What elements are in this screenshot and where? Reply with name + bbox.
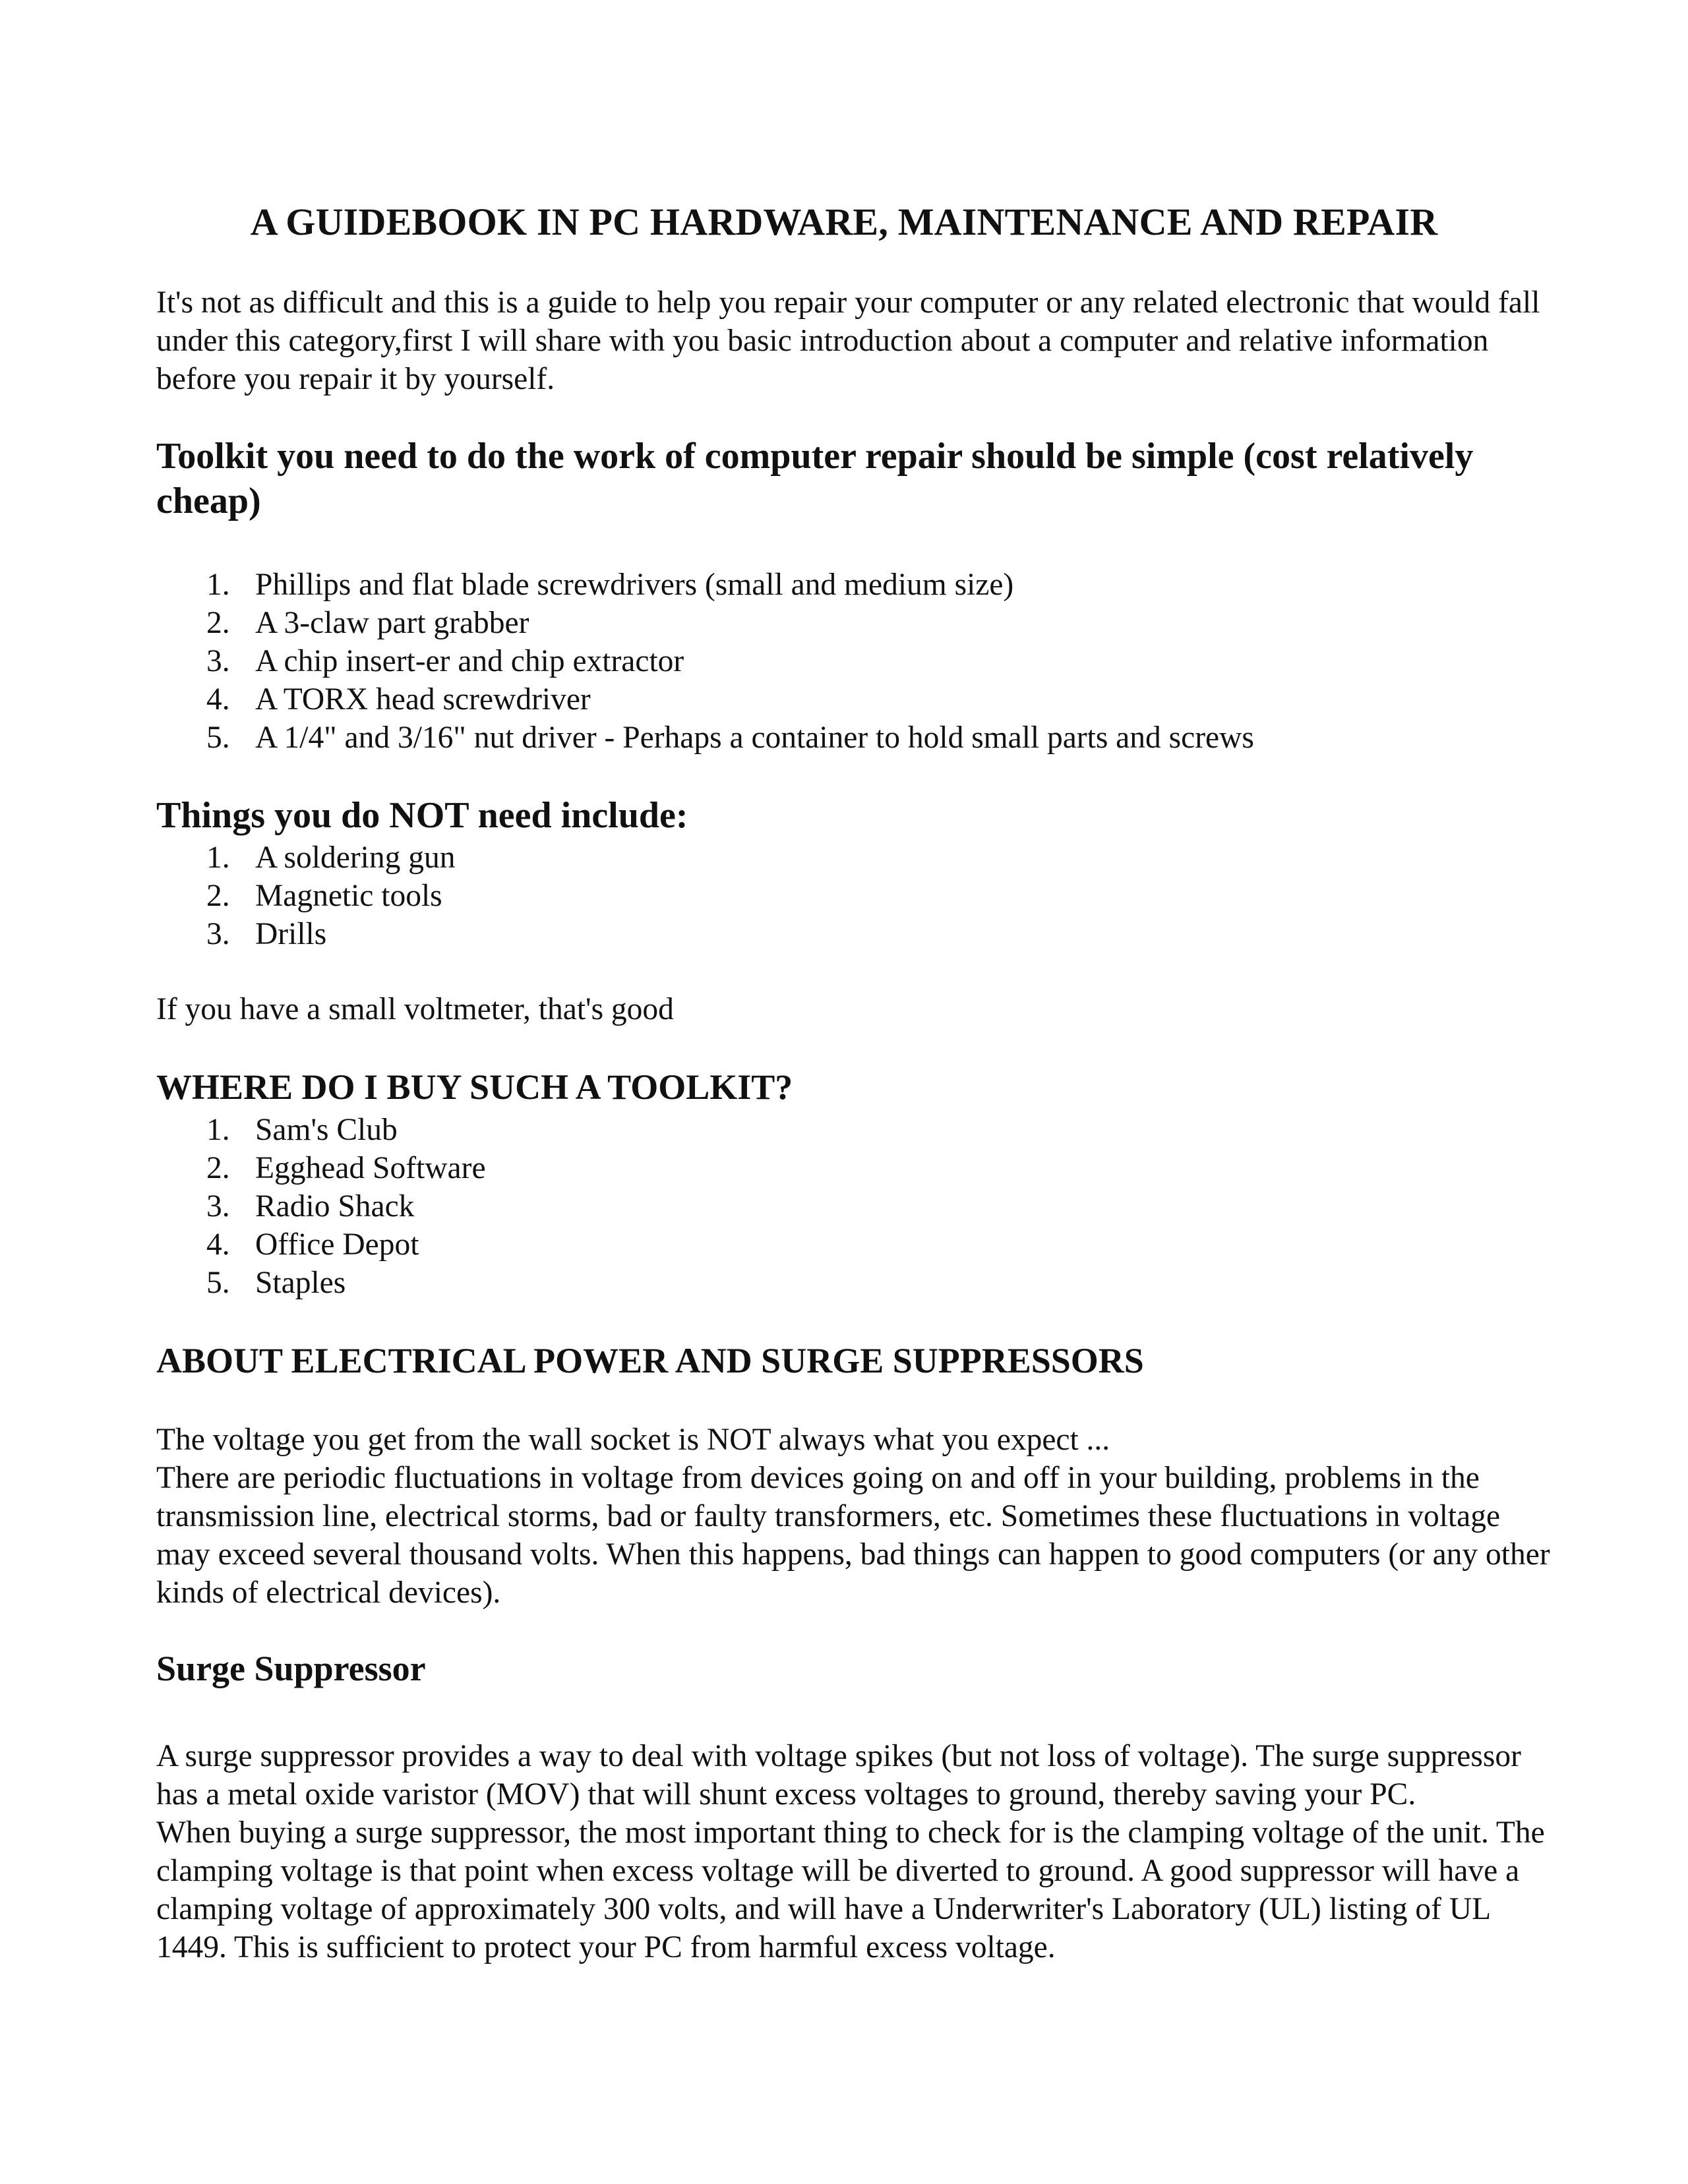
list-item: 5. Staples (206, 1266, 346, 1300)
document-title: A GUIDEBOOK IN PC HARDWARE, MAINTENANCE AND REPAIR (250, 200, 1438, 243)
intro-paragraph (156, 283, 1548, 398)
power-paragraph-1: The voltage you get from the wall socket is NOT always what you expect ... (156, 1423, 1110, 1457)
power-paragraph-2: There are periodic fluctuations in voltage from devices going on and off in your building, problems in the transmission line, electrical storms, bad or faulty transformers, etc. Sometimes these fluctuations in voltage may exceed several thousand volts. When this happens, bad things can happen to good computers (or any other kinds of electrical devices). (156, 1461, 1550, 1610)
list-item: 2. Magnetic tools (206, 879, 442, 913)
surge-paragraph-2: When buying a surge suppressor, the most important thing to check for is the clamping voltage of the unit. The clamping voltage is that point when excess voltage will be diverted to ground. A good suppressor will have a clamping voltage of approximately 300 volts, and will have a Underwriter's Laboratory (UL) listing of UL 1449. This is sufficient to protect your PC from harmful excess voltage. (156, 1815, 1545, 1964)
list-item: 2. Egghead Software (206, 1151, 486, 1185)
not-need-list (156, 839, 455, 953)
intro-text: It's not as difficult and this is a guide to help you repair your computer or any related electronic that would fall under this category,first I will share with you basic introduction about a computer and relative information before you repair it by yourself. (156, 285, 1540, 396)
list-item: 1. Sam's Club (206, 1113, 398, 1147)
list-item: 3. Radio Shack (206, 1189, 415, 1224)
toolkit-heading: Toolkit you need to do the work of computer repair should be simple (cost relatively cheap) (156, 436, 1474, 521)
voltmeter-note: If you have a small voltmeter, that's good (156, 992, 674, 1026)
list-item: 3. Drills (206, 917, 327, 951)
toolkit-list (156, 566, 1254, 757)
surge-heading: Surge Suppressor (156, 1649, 426, 1688)
list-item: 1. A soldering gun (206, 841, 456, 875)
power-paragraphs (156, 1421, 1554, 1612)
list-item: 4. Office Depot (206, 1227, 419, 1262)
list-item: 1. Phillips and flat blade screwdrivers (small and medium size) (206, 568, 1014, 602)
list-item: 3. A chip insert-er and chip extractor (206, 644, 684, 678)
surge-paragraphs (156, 1737, 1554, 1966)
not-need-heading: Things you do NOT need include: (156, 795, 688, 836)
list-item: 2. A 3-claw part grabber (206, 606, 529, 640)
power-heading: ABOUT ELECTRICAL POWER AND SURGE SUPPRESSORS (156, 1341, 1144, 1380)
where-heading: WHERE DO I BUY SUCH A TOOLKIT? (156, 1067, 793, 1107)
where-list (156, 1111, 486, 1302)
surge-paragraph-1: A surge suppressor provides a way to deal with voltage spikes (but not loss of voltage). The surge suppressor has a metal oxide varistor (MOV) that will shunt excess voltages to ground, thereby saving your PC. (156, 1739, 1521, 1812)
list-item: 4. A TORX head screwdriver (206, 682, 591, 717)
list-item: 5. A 1/4" and 3/16" nut driver - Perhaps a container to hold small parts and screws (206, 721, 1254, 755)
